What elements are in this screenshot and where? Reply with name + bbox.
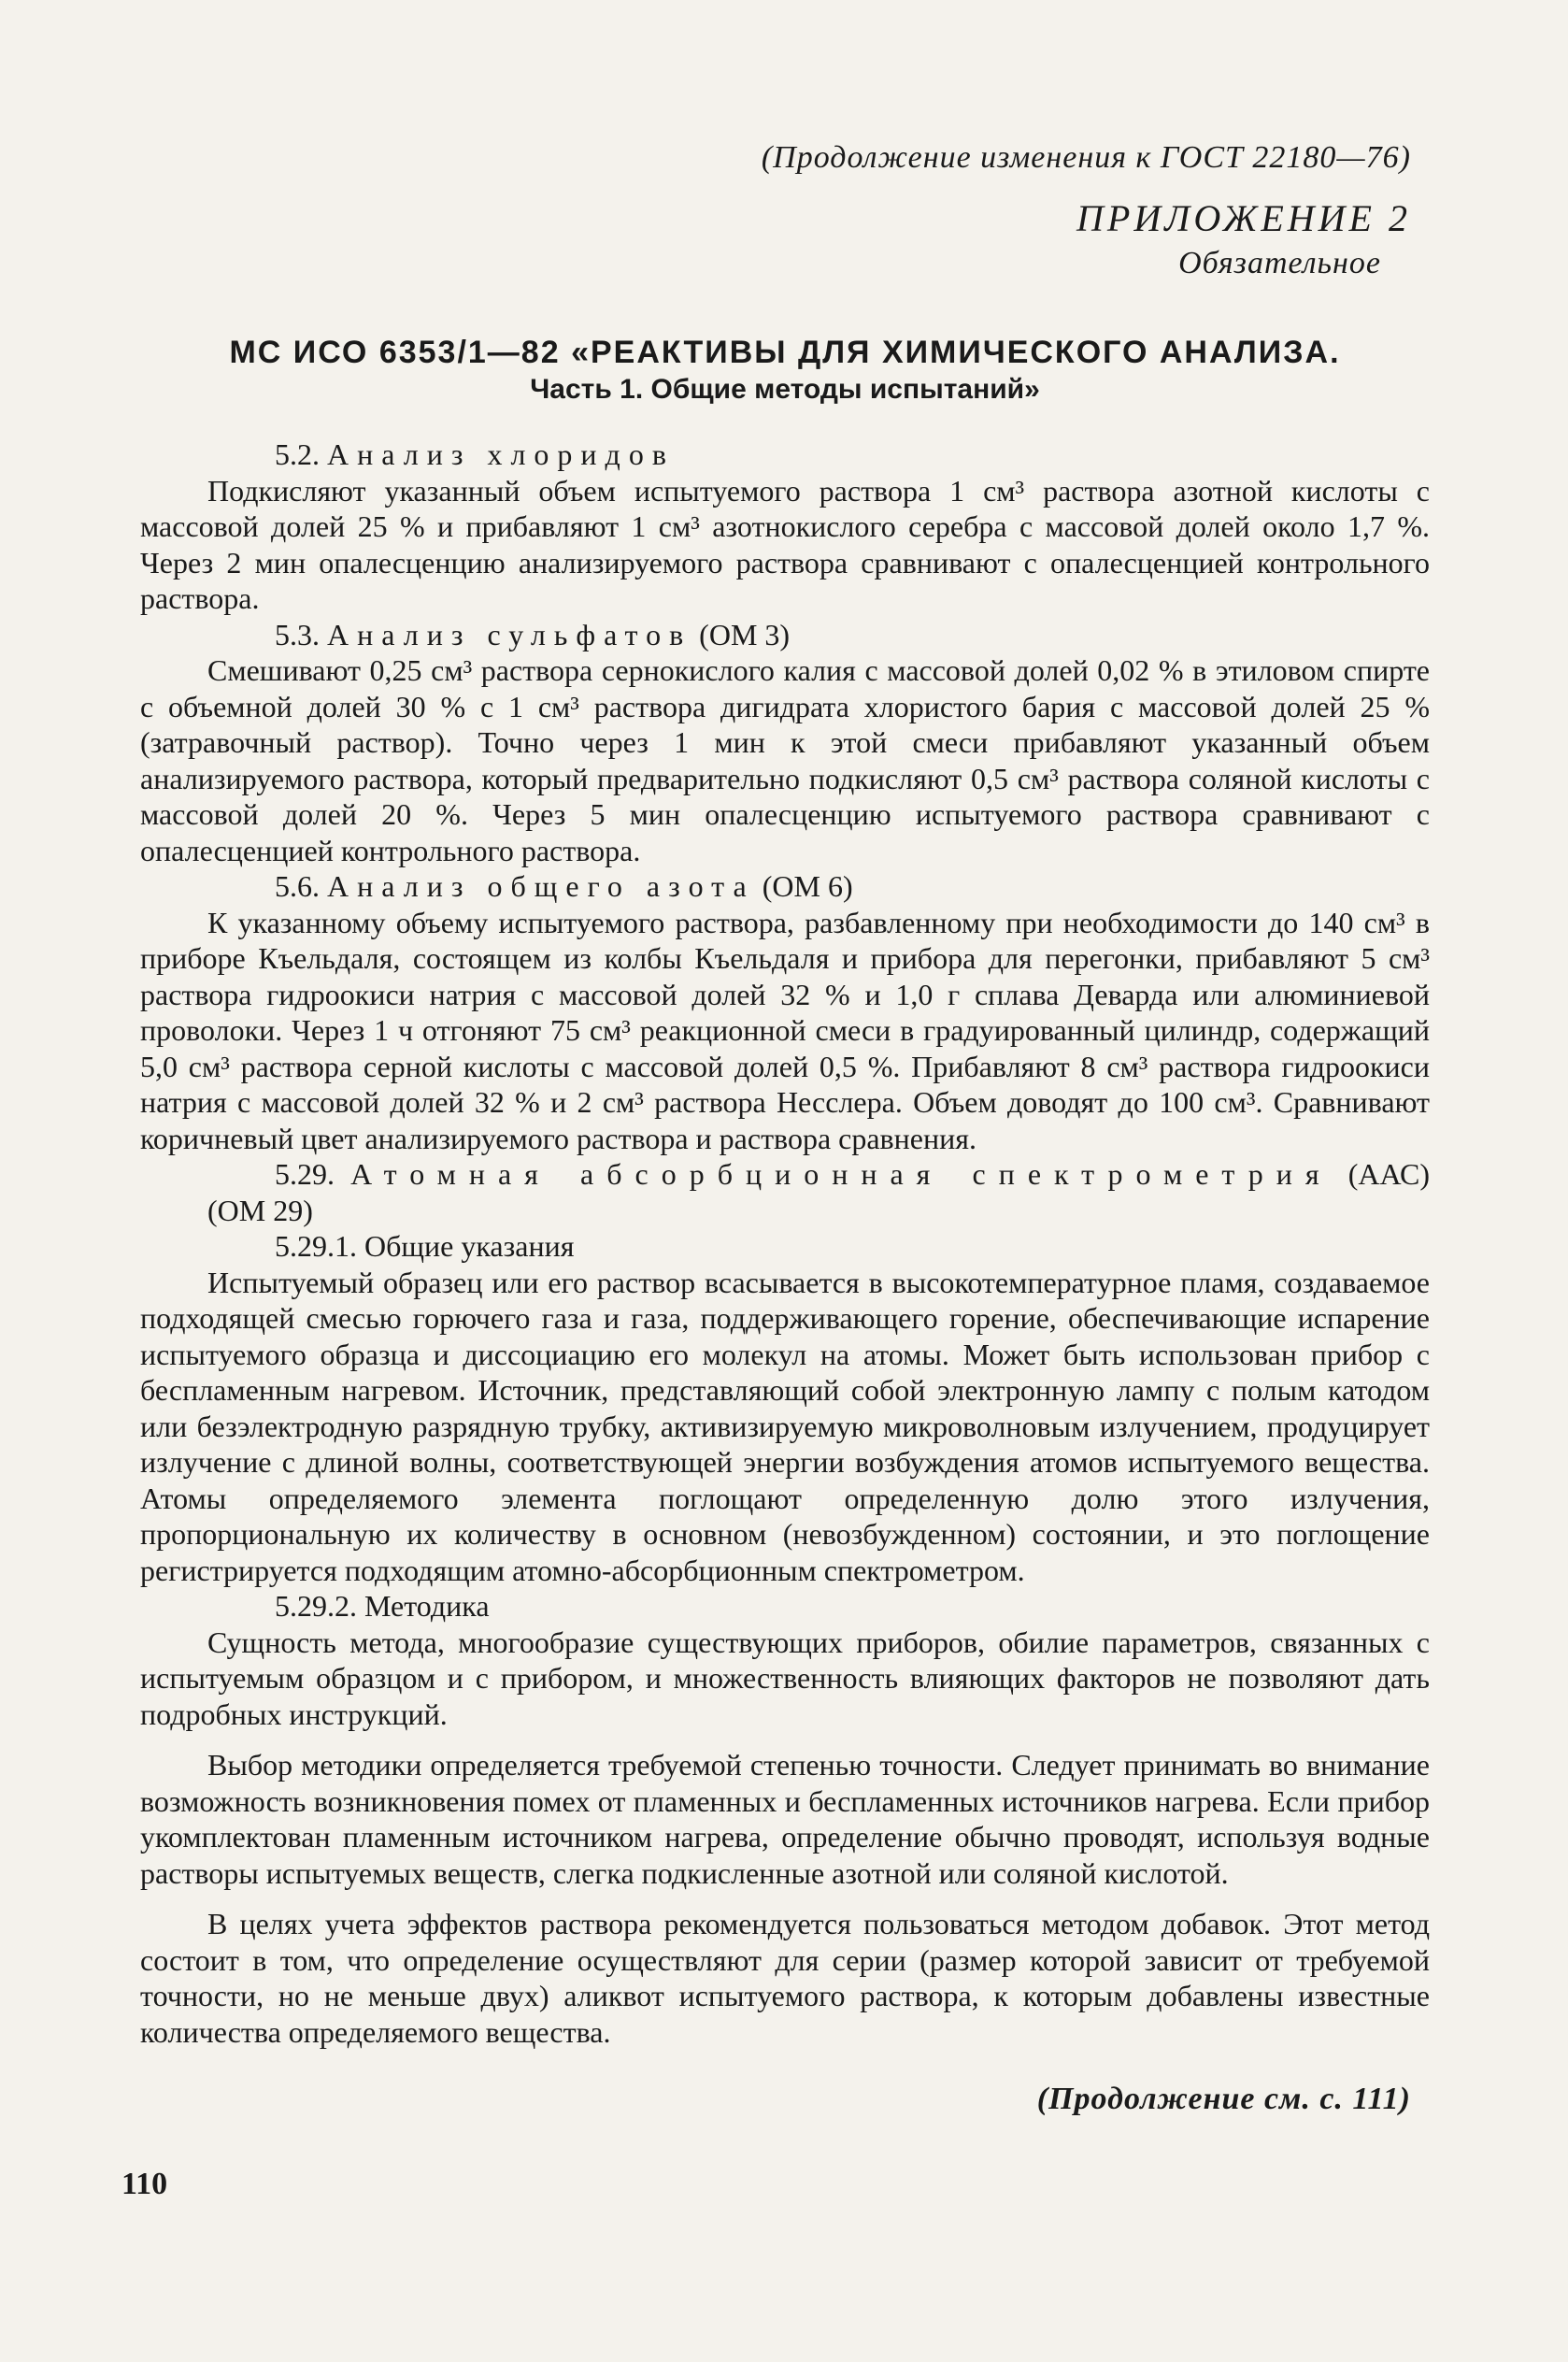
appendix-label: ПРИЛОЖЕНИЕ 2 [1076, 197, 1411, 239]
paragraph-5-2: Подкисляют указанный объем испытуемого раствора 1 см³ раствора азотной кислоты с массовой долей 25 % и прибавляют 1 см³ азотнокислого серебра с массовой долей около 1,7 %. Через 2 мин опалесценцию анализируемого раствора сравнивают с опалесценцией контрольного раствора. [140, 473, 1430, 615]
document-body [140, 437, 1430, 2050]
continuation-footer: (Продолжение см. с. 111) [1036, 2082, 1411, 2116]
section-heading-5-6 [140, 868, 1430, 905]
section-heading-5-29 [140, 1156, 1430, 1228]
continuation-header: (Продолжение изменения к ГОСТ 22180—76) [761, 140, 1411, 175]
section-title: Атомная абсорбционная спектрометрия [350, 1157, 1333, 1191]
title-line-2: Часть 1. Общие методы испытаний» [530, 374, 1040, 405]
section-code: (ОМ 3) [699, 617, 791, 651]
title-line-1: МС ИСО 6353/1—82 «РЕАКТИВЫ ДЛЯ ХИМИЧЕСКОГО АНАЛИЗА. [229, 335, 1341, 370]
section-title: Анализ общего азота [327, 869, 755, 903]
document-page [140, 140, 1430, 2117]
section-number: 5.29. [275, 1157, 335, 1191]
mandatory-label: Обязательное [1178, 246, 1381, 280]
section-number: 5.2. [275, 437, 320, 471]
subsection-heading-5-29-1: 5.29.1. Общие указания [275, 1229, 575, 1263]
section-heading-5-2 [140, 437, 1430, 473]
paragraph-5-6: К указанному объему испытуемого раствора, разбавленному при необходимости до 140 см³ в приборе Къельдаля, состоящем из колбы Къельдаля и прибора для перегонки, прибавляют 5 см³ раствора гидроокиси натрия с массовой долей 32 % и 1,0 г сплава Деварда или алюминиевой проволоки. Через 1 ч отгоняют 75 см³ реакционной смеси в градуированный цилиндр, содержащий 5,0 см³ раствора серной кислоты с массовой долей 0,5 %. Прибавляют 8 см³ раствора гидроокиси натрия с массовой долей 32 % и 2 см³ раствора Несслера. Объем доводят до 100 см³. Сравнивают коричневый цвет анализируемого раствора и раствора сравнения. [140, 905, 1430, 1155]
section-title: Анализ хлоридов [327, 437, 675, 471]
document-title [140, 334, 1430, 408]
section-heading-5-3 [140, 617, 1430, 653]
header [140, 140, 1430, 281]
paragraph-5-29-1: Испытуемый образец или его раствор всасывается в высокотемпературное пламя, создаваемое подходящей смесью горючего газа и газа, поддерживающего горение, обеспечивающие испарение испытуемого образца и диссоциацию его молекул на атомы. Может быть использован прибор с беспламенным нагревом. Источник, представляющий собой электронную лампу с полым катодом или безэлектродную разрядную трубку, активизируемую микроволновым излучением, продуцирует излучение с длиной волны, соответствующей энергии возбуждения атомов испытуемого вещества. Атомы определяемого элемента поглощают определенную долю этого излучения, пропорциональную их количеству в основном (невозбужденном) состоянии, и это поглощение регистрируется подходящим атомно-абсорбционным спектрометром. [140, 1265, 1430, 1587]
paragraph-5-3: Смешивают 0,25 см³ раствора сернокислого калия с массовой долей 0,02 % в этиловом спирте с объемной долей 30 % с 1 см³ раствора дигидрата хлористого бария с массовой долей 25 % (затравочный раствор). Точно через 1 мин к этой смеси прибавляют указанный объем анализируемого раствора, который предварительно подкисляют 0,5 см³ раствора соляной кислоты с массовой долей 20 %. Через 5 мин опалесценцию испытуемого раствора сравнивают с опалесценцией контрольного раствора. [140, 653, 1430, 867]
paragraph-5-29-2-c: В целях учета эффектов раствора рекомендуется пользоваться методом добавок. Этот метод состоит в том, что определение осуществляют для серии (размер которой зависит от требуемой точности, но не меньше двух) аликвот испытуемого раствора, к которым добавлены известные количества определяемого вещества. [140, 1907, 1430, 2049]
section-code: (ОМ 6) [762, 869, 853, 903]
section-number: 5.6. [275, 869, 320, 903]
section-number: 5.3. [275, 617, 320, 651]
subsection-heading-5-29-2: 5.29.2. Методика [275, 1589, 490, 1623]
section-code: (ААС) (ОМ 29) [207, 1157, 1431, 1227]
page-number: 110 [121, 2167, 168, 2201]
paragraph-5-29-2-a: Сущность метода, многообразие существующих приборов, обилие параметров, связанных с испытуемым образцом и с прибором, и множественность влияющих факторов не позволяют дать подробных инструкций. [140, 1625, 1430, 1731]
paragraph-5-29-2-b: Выбор методики определяется требуемой степенью точности. Следует принимать во внимание возможность возникновения помех от пламенных и беспламенных источников нагрева. Если прибор укомплектован пламенным источником нагрева, определение обычно проводят, используя водные растворы испытуемых веществ, слегка подкисленные азотной или соляной кислотой. [140, 1748, 1430, 1890]
section-title: Анализ сульфатов [327, 617, 692, 651]
